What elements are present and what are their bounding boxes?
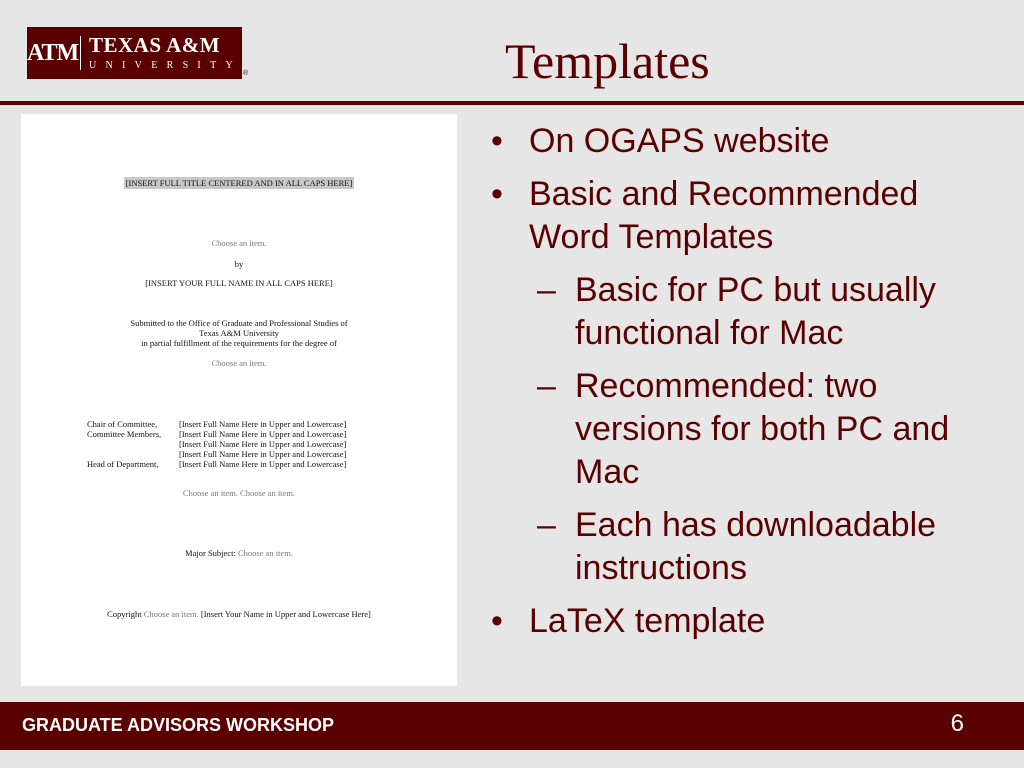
title-divider xyxy=(0,101,1024,105)
committee-label: Head of Department, xyxy=(87,459,159,469)
dash-marker: – xyxy=(537,506,556,544)
bullet-text: Basic and Recommended Word Templates xyxy=(529,175,919,256)
bullet-list xyxy=(491,120,1001,653)
committee-label: Committee Members, xyxy=(87,429,162,439)
bullet-marker: • xyxy=(491,175,503,213)
doc-title-text: [INSERT FULL TITLE CENTERED AND IN ALL CAPS HERE] xyxy=(125,178,353,188)
doc-submitted-3: in partial fulfillment of the requirements for the degree of xyxy=(141,338,337,348)
atm-mark-icon: ATM xyxy=(27,39,79,66)
committee-value: [Insert Full Name Here in Upper and Lowercase] xyxy=(179,439,347,449)
template-preview xyxy=(21,114,457,686)
doc-submitted-2: Texas A&M University xyxy=(199,328,279,338)
committee-value: [Insert Full Name Here in Upper and Lowercase] xyxy=(179,449,347,459)
committee-label: Chair of Committee, xyxy=(87,419,158,429)
slide-title: Templates xyxy=(505,33,710,89)
logo-wordmark xyxy=(89,35,242,71)
doc-name-line: [INSERT YOUR FULL NAME IN ALL CAPS HERE] xyxy=(145,278,333,288)
doc-degree-choice: Choose an item. xyxy=(211,238,267,248)
bullet-item xyxy=(491,600,1001,643)
committee-value: [Insert Full Name Here in Upper and Lowercase] xyxy=(179,459,347,469)
logo-subtitle: UNIVERSITY xyxy=(89,60,242,71)
dash-marker: – xyxy=(537,367,556,405)
bullet-text: LaTeX template xyxy=(529,602,766,640)
bullet-item xyxy=(491,173,1001,259)
sub-bullet-text: Recommended: two versions for both PC and Mac xyxy=(575,367,950,491)
sub-bullet-item xyxy=(491,269,1001,355)
sub-bullet-item xyxy=(491,365,1001,494)
committee-value: [Insert Full Name Here in Upper and Lowercase] xyxy=(179,419,347,429)
committee-value: [Insert Full Name Here in Upper and Lowercase] xyxy=(179,429,347,439)
logo-divider xyxy=(80,36,81,70)
copyright-choice: Choose an item. xyxy=(143,609,199,619)
sub-bullet-text: Each has downloadable instructions xyxy=(575,506,937,587)
bullet-item xyxy=(491,120,1001,163)
doc-copyright-line xyxy=(21,609,457,619)
copyright-name: [Insert Your Name in Upper and Lowercase Here] xyxy=(198,609,371,619)
footer-title: GRADUATE ADVISORS WORKSHOP xyxy=(22,715,335,735)
sub-bullet-item xyxy=(491,504,1001,590)
major-choice: Choose an item. xyxy=(237,548,293,558)
major-label: Major Subject: xyxy=(185,548,238,558)
bullet-text: On OGAPS website xyxy=(529,122,830,160)
doc-date-choice: Choose an item. Choose an item. xyxy=(182,488,296,498)
doc-submitted-1: Submitted to the Office of Graduate and Professional Studies of xyxy=(130,318,348,328)
footer-bar xyxy=(0,702,1024,750)
doc-degree-type-choice: Choose an item. xyxy=(211,358,267,368)
doc-title-line xyxy=(21,178,457,188)
doc-by: by xyxy=(234,259,244,269)
copyright-label: Copyright xyxy=(107,609,144,619)
dash-marker: – xyxy=(537,271,556,309)
slide-number: 6 xyxy=(950,710,964,737)
registered-mark: ® xyxy=(243,70,249,77)
bullet-marker: • xyxy=(491,122,503,160)
logo-name: TEXAS A&M xyxy=(89,33,221,57)
university-logo xyxy=(27,27,242,79)
sub-bullet-text: Basic for PC but usually functional for Mac xyxy=(575,271,936,352)
doc-major-line xyxy=(21,548,457,558)
bullet-marker: • xyxy=(491,602,503,640)
